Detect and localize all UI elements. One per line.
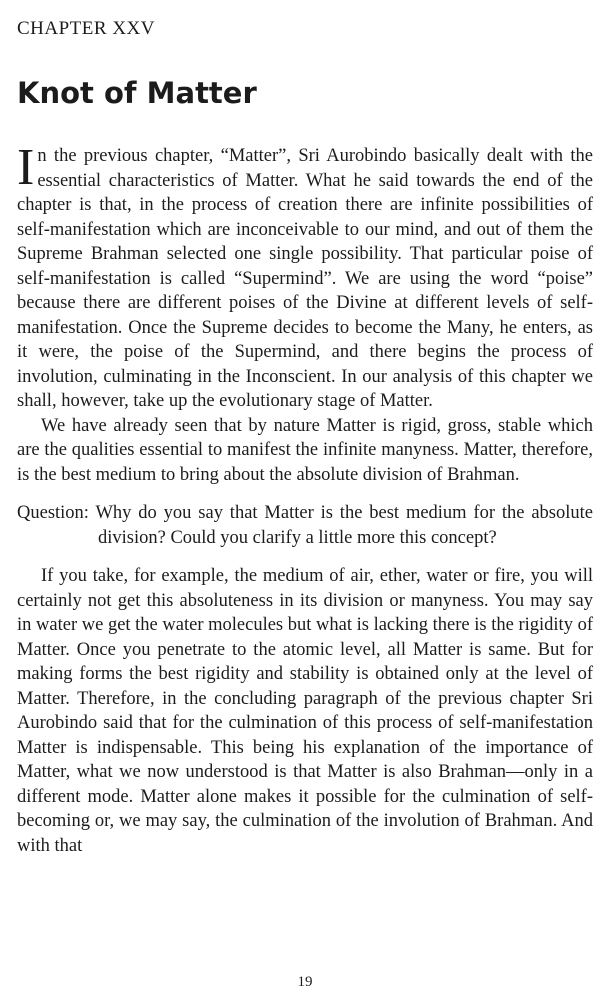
paragraph-1-text: n the previous chapter, “Matter”, Sri Aurobindo basically dealt with the essential characteristics of Matter. What he said towards the end of the chapter is that, in the process of creation there are infinite possibilities of self-manifestation which are inconceivable to our mind, and out of them the Supreme Brahman selected one single possibility. That particular poise of self-manifestation is called “Supermind”. We are using the word “poise” because there are different poises of the Divine at different levels of self-manifestation. Once the Supreme decides to become the Many, he enters, as it were, the poise of the Supermind, and there begins the process of involution, culminating in the Inconscient. In our analysis of this chapter we shall, however, take up the evolutionary stage of Matter.	[17, 146, 593, 411]
chapter-title: Knot of Matter	[17, 76, 257, 110]
body-text	[17, 139, 593, 858]
question-paragraph: Question: Why do you say that Matter is the best medium for the absolute division? Could you clarify a little more this concept?	[17, 503, 593, 548]
chapter-label: CHAPTER XXV	[17, 18, 155, 39]
paragraph-1	[17, 139, 593, 414]
drop-cap: I	[17, 139, 35, 196]
paragraph-2: We have already seen that by nature Matter is rigid, gross, stable which are the qualities essential to manifest the infinite manyness. Matter, therefore, is the best medium to bring about the absolute division of Brahman.	[17, 415, 593, 485]
paragraph-3: If you take, for example, the medium of air, ether, water or fire, you will certainly not get this absoluteness in its division or manyness. You may say in water we get the water molecules but what is lacking there is the rigidity of Matter. Once you penetrate to the atomic level, all Matter is same. But for making forms the best rigidity and stability is obtained only at the level of Matter. Therefore, in the concluding paragraph of the previous chapter Sri Aurobindo said that for the culmination of this process of self-manifestation Matter is indispensable. This being his explanation of the importance of Matter, what we now understood is that Matter is also Brahman—only in a different mode. Matter alone makes it possible for the culmination of self-becoming or, we may say, the culmination of the involution of Brahman. And with that	[17, 566, 593, 856]
page-number: 19	[297, 974, 313, 990]
book-page	[17, 0, 593, 1002]
